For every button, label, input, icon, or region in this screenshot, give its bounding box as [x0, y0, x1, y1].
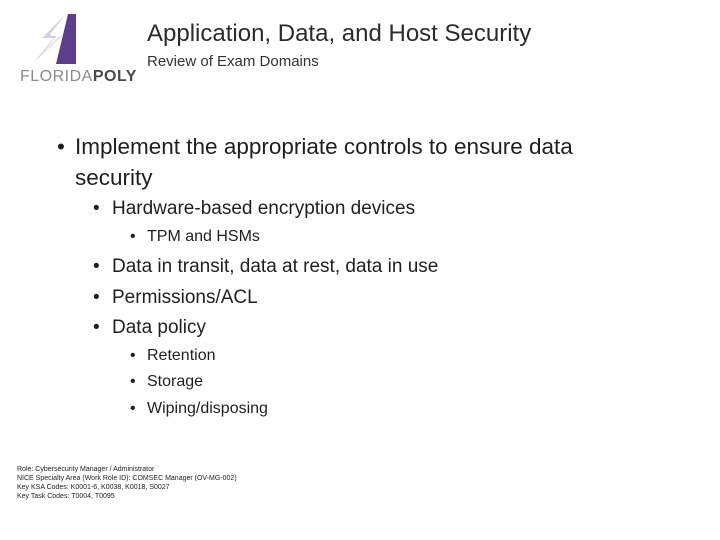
page-title: Application, Data, and Host Security: [147, 20, 532, 47]
bullet-hw-encryption-text: Hardware-based encryption devices: [112, 198, 416, 219]
footnote-task-codes: Key Task Codes: T0004, T0095: [17, 493, 115, 500]
bullet-main-line2: security: [75, 165, 153, 190]
footnote-role: Role: Cybersecurity Manager / Administrator: [17, 466, 155, 473]
bullet-dot: •: [93, 317, 100, 338]
bullet-data-policy-text: Data policy: [112, 317, 206, 338]
bullet-data-states-text: Data in transit, data at rest, data in use: [112, 256, 439, 277]
bullet-dot: •: [93, 256, 100, 277]
bullet-retention-text: Retention: [147, 347, 216, 364]
bullet-dot: •: [130, 228, 136, 245]
bullet-wiping-text: Wiping/disposing: [147, 400, 268, 417]
page-subtitle: Review of Exam Domains: [147, 53, 319, 70]
bullet-dot: •: [130, 373, 136, 390]
bullet-dot: •: [57, 134, 65, 159]
footnote-ksa-codes: Key KSA Codes: K0001-6, K0038, K0018, S0027: [17, 484, 170, 491]
bullet-dot: •: [130, 400, 136, 417]
footnote-specialty-area: NICE Specialty Area (Work Role ID): COMSEC Manager (OV-MG-002): [17, 475, 237, 482]
bullet-permissions-text: Permissions/ACL: [112, 287, 258, 308]
bullet-dot: •: [93, 198, 100, 219]
bullet-main-line1: Implement the appropriate controls to ensure data: [75, 134, 573, 159]
bullet-dot: •: [130, 347, 136, 364]
logo-wordmark: FLORIDAPOLY: [20, 68, 137, 85]
bullet-tpm-text: TPM and HSMs: [147, 228, 260, 245]
bullet-dot: •: [93, 287, 100, 308]
bullet-storage-text: Storage: [147, 373, 204, 390]
footnote: [17, 465, 237, 501]
